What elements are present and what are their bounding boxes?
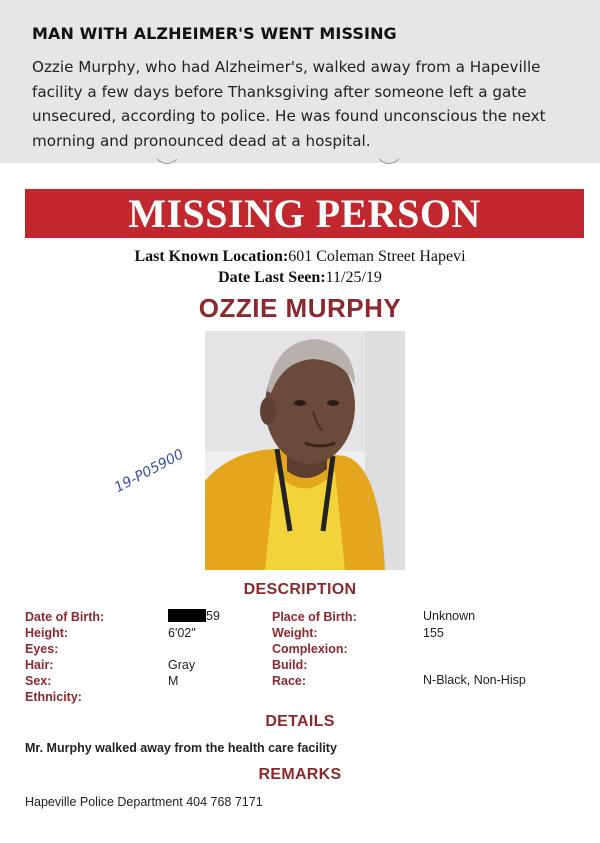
sex-label: Sex: — [25, 674, 52, 688]
caption-box — [0, 0, 600, 163]
race-label: Race: — [272, 674, 307, 688]
build-label: Build: — [272, 658, 308, 672]
sex-value: M — [168, 674, 179, 688]
complexion-label: Complexion: — [272, 642, 348, 656]
dob-value: 59 — [206, 609, 220, 623]
weight-label: Weight: — [272, 626, 318, 640]
eyes-label: Eyes: — [25, 642, 59, 656]
missing-person-banner: MISSING PERSON — [25, 189, 584, 238]
last-known-location — [0, 248, 600, 266]
date-value: 11/25/19 — [325, 269, 382, 286]
date-label: Date Last Seen: — [218, 269, 326, 286]
person-name: OZZIE MURPHY — [198, 293, 402, 323]
redaction-bar — [168, 609, 206, 622]
paper-hole-right — [378, 158, 400, 168]
caption-title: MAN WITH ALZHEIMER'S WENT MISSING — [32, 24, 397, 43]
hair-label: Hair: — [25, 658, 54, 672]
height-value: 6'02" — [168, 626, 196, 640]
paper-hole-left — [156, 158, 178, 168]
dob-label: Date of Birth: — [25, 610, 105, 624]
place-of-birth-label: Place of Birth: — [272, 610, 357, 624]
person-photo — [205, 331, 405, 570]
date-last-seen — [0, 269, 600, 287]
height-label: Height: — [25, 626, 69, 640]
location-label: Last Known Location: — [134, 248, 289, 265]
details-text: Mr. Murphy walked away from the health care facility — [25, 741, 337, 755]
ethnicity-label: Ethnicity: — [25, 690, 82, 704]
handwritten-case-number: 19-P05900 — [112, 446, 187, 497]
caption-body: Ozzie Murphy, who had Alzheimer's, walked away from a Hapeville facility a few days before Thanksgiving after someone left a gate unsecured, according to police. He was found unconscious the next morning and pronounced dead at a hospital. — [32, 58, 546, 150]
remarks-heading: REMARKS — [258, 766, 342, 783]
details-heading: DETAILS — [265, 713, 335, 730]
race-value: N-Black, Non-Hisp — [423, 673, 526, 687]
hair-value: Gray — [168, 658, 196, 672]
description-heading: DESCRIPTION — [243, 581, 357, 598]
remarks-text: Hapeville Police Department 404 768 7171 — [25, 795, 263, 809]
weight-value: 155 — [423, 626, 444, 640]
location-value: 601 Coleman Street Hapevi — [288, 248, 466, 265]
place-of-birth-value: Unknown — [423, 609, 476, 623]
